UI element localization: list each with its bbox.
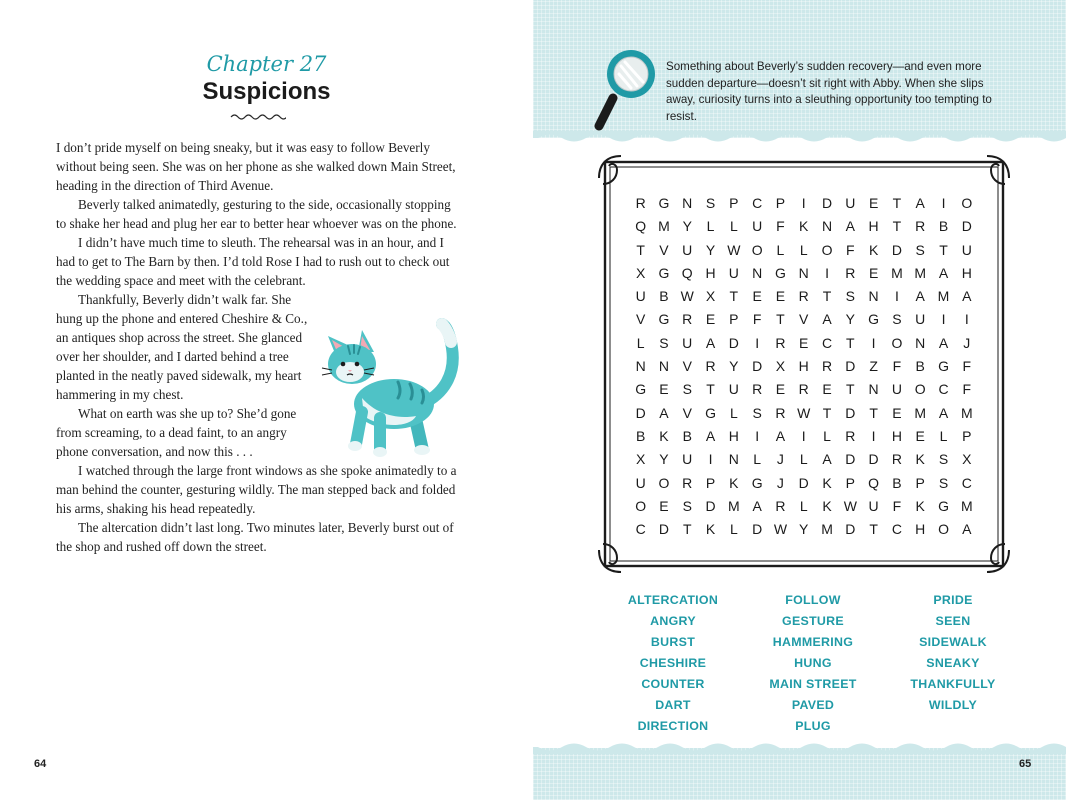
grid-letter[interactable]: N <box>915 334 926 351</box>
grid-letter[interactable]: I <box>894 288 899 305</box>
grid-letter[interactable]: A <box>938 334 949 351</box>
grid-letter[interactable]: W <box>843 497 857 514</box>
grid-letter[interactable]: B <box>892 474 902 491</box>
search-word: ALTERCATION <box>627 593 719 607</box>
grid-letter[interactable]: Y <box>682 218 692 235</box>
grid-letter[interactable]: A <box>822 451 832 468</box>
grid-letter[interactable]: K <box>659 427 669 444</box>
grid-letter[interactable]: X <box>635 451 646 468</box>
grid-letter[interactable]: L <box>753 451 762 468</box>
grid-letter[interactable]: B <box>635 427 646 444</box>
grid-letter[interactable]: J <box>963 334 971 351</box>
grid-letter[interactable]: G <box>658 264 670 281</box>
grid-letter[interactable]: D <box>752 521 763 538</box>
grid-letter[interactable]: L <box>729 218 738 235</box>
grid-letter[interactable]: D <box>845 404 856 421</box>
grid-letter[interactable]: D <box>728 334 739 351</box>
grid-letter[interactable]: A <box>705 427 716 444</box>
grid-letter[interactable]: R <box>798 381 809 398</box>
grid-letter[interactable]: E <box>752 288 762 305</box>
grid-letter[interactable]: N <box>658 358 669 375</box>
grid-letter[interactable]: T <box>682 521 692 538</box>
grid-letter[interactable]: R <box>775 334 786 351</box>
grid-letter[interactable]: A <box>938 404 949 421</box>
grid-letter[interactable]: D <box>752 358 763 375</box>
grid-letter[interactable]: P <box>775 195 786 211</box>
search-word: PRIDE <box>933 593 973 607</box>
grid-letter[interactable]: B <box>659 288 669 305</box>
grid-letter[interactable]: R <box>821 358 833 375</box>
grid-letter[interactable]: G <box>938 497 949 514</box>
grid-letter[interactable]: I <box>871 427 876 444</box>
search-word: DIRECTION <box>637 719 709 733</box>
grid-letter[interactable]: S <box>938 474 949 491</box>
grid-letter[interactable]: G <box>868 311 880 328</box>
grid-letter[interactable]: N <box>868 288 879 305</box>
grid-letter[interactable]: G <box>658 195 670 211</box>
grid-letter[interactable]: K <box>915 497 925 514</box>
footer-wave-edge <box>533 740 1066 754</box>
grid-letter[interactable]: U <box>728 264 739 281</box>
grid-letter[interactable]: L <box>729 521 738 538</box>
grid-letter[interactable]: D <box>821 195 833 211</box>
story-paragraph: Thankfully, Beverly didn’t walk far. She hung up the phone and entered Cheshire & Co., an antiques shop across the street. She glanced over her shoulder, and I darted behind a tree planted in the neatly paved sidewalk, my heart hammering in my chest. <box>56 292 308 402</box>
grid-letter[interactable]: R <box>915 218 926 235</box>
grid-letter[interactable]: R <box>682 474 693 491</box>
grid-letter[interactable]: L <box>799 241 808 258</box>
grid-letter[interactable]: Y <box>729 358 739 375</box>
grid-letter[interactable]: C <box>752 195 763 211</box>
grid-letter[interactable]: G <box>774 264 786 281</box>
grid-letter[interactable]: K <box>822 474 832 491</box>
page-number-right: 65 <box>1019 758 1032 770</box>
grid-letter[interactable]: P <box>729 195 739 211</box>
search-word: ANGRY <box>650 614 696 628</box>
grid-letter[interactable]: F <box>846 241 855 258</box>
magnifying-glass-icon <box>591 46 663 134</box>
grid-letter[interactable]: U <box>845 195 856 211</box>
grid-letter[interactable]: U <box>682 241 693 258</box>
grid-letter[interactable]: U <box>635 288 646 305</box>
grid-letter[interactable]: I <box>708 451 713 468</box>
grid-letter[interactable]: C <box>961 474 972 491</box>
grid-letter[interactable]: R <box>635 195 646 211</box>
grid-letter[interactable]: L <box>823 427 831 444</box>
grid-letter[interactable]: S <box>915 241 925 258</box>
grid-letter[interactable]: F <box>892 358 902 375</box>
grid-letter[interactable]: P <box>845 474 855 491</box>
grid-letter[interactable]: A <box>705 334 716 351</box>
grid-letter[interactable]: V <box>635 311 646 328</box>
grid-letter[interactable]: K <box>799 218 809 235</box>
letter-grid <box>629 192 978 541</box>
grid-letter[interactable]: H <box>961 264 972 281</box>
grid-letter[interactable]: I <box>964 311 969 328</box>
grid-letter[interactable]: G <box>658 311 670 328</box>
grid-letter[interactable]: S <box>682 381 692 398</box>
grid-letter[interactable]: O <box>891 334 903 351</box>
grid-letter[interactable]: V <box>799 311 809 328</box>
grid-letter[interactable]: B <box>682 427 692 444</box>
grid-letter[interactable]: E <box>868 195 879 211</box>
chapter-label: Chapter 27 <box>206 52 327 76</box>
grid-letter[interactable]: O <box>938 521 949 538</box>
grid-letter[interactable]: I <box>825 264 829 281</box>
grid-letter[interactable]: S <box>659 334 669 351</box>
grid-letter[interactable]: M <box>937 288 950 305</box>
grid-letter[interactable]: T <box>822 404 832 421</box>
grid-letter[interactable]: D <box>891 241 902 258</box>
word-column <box>883 590 1023 737</box>
grid-letter[interactable]: D <box>845 451 856 468</box>
grid-letter[interactable]: T <box>869 521 878 538</box>
grid-letter[interactable]: Z <box>869 358 878 375</box>
search-word: THANKFULLY <box>910 677 996 691</box>
grid-letter[interactable]: L <box>729 404 738 421</box>
grid-letter[interactable]: O <box>635 497 647 514</box>
grid-letter[interactable]: E <box>915 427 925 444</box>
grid-letter[interactable]: H <box>705 264 716 281</box>
story-paragraph: Beverly talked animatedly, gesturing to the side, occasionally stopping to shake her head and plug her ear to better hear whoever was on the phone. <box>56 197 457 231</box>
grid-letter[interactable]: S <box>845 288 855 305</box>
grid-letter[interactable]: G <box>705 404 716 421</box>
grid-letter[interactable]: T <box>706 381 715 398</box>
grid-letter[interactable]: O <box>821 241 833 258</box>
grid-letter[interactable]: N <box>752 264 763 281</box>
grid-letter[interactable]: T <box>846 334 855 351</box>
grid-letter[interactable]: S <box>682 497 692 514</box>
grid-letter[interactable]: N <box>635 358 646 375</box>
grid-letter[interactable]: O <box>961 195 973 211</box>
grid-letter[interactable]: L <box>776 241 785 258</box>
grid-letter[interactable]: K <box>915 451 925 468</box>
grid-letter[interactable]: E <box>775 381 786 398</box>
grid-letter[interactable]: W <box>797 404 811 421</box>
grid-letter[interactable]: W <box>773 521 788 538</box>
grid-letter[interactable]: E <box>868 264 879 281</box>
grid-letter[interactable]: V <box>659 241 669 258</box>
grid-letter[interactable]: O <box>914 381 926 398</box>
grid-letter[interactable]: P <box>915 474 925 491</box>
grid-letter[interactable]: R <box>682 311 693 328</box>
grid-letter[interactable]: A <box>915 288 925 305</box>
grid-letter[interactable]: I <box>941 311 946 328</box>
grid-letter[interactable]: N <box>798 264 809 281</box>
grid-letter[interactable]: K <box>822 497 832 514</box>
grid-letter[interactable]: T <box>892 195 902 211</box>
search-word: PLUG <box>795 719 831 733</box>
grid-letter[interactable]: T <box>869 404 878 421</box>
search-word: MAIN STREET <box>769 677 857 691</box>
grid-letter[interactable]: T <box>892 218 902 235</box>
word-column <box>603 590 743 737</box>
grid-letter[interactable]: Q <box>635 218 647 235</box>
grid-letter[interactable]: T <box>729 288 739 305</box>
grid-letter[interactable]: E <box>705 311 716 328</box>
grid-letter[interactable]: A <box>775 427 786 444</box>
grid-letter[interactable]: U <box>915 311 926 328</box>
grid-letter[interactable]: K <box>729 474 739 491</box>
story-paragraph: What on earth was she up to? She’d gone from screaming, to a dead faint, to an angry phone conversation, and now this . . . <box>56 406 297 459</box>
grid-letter[interactable]: U <box>682 451 693 468</box>
story-paragraph: The altercation didn’t last long. Two minutes later, Beverly burst out of the shop and rushed off down the street. <box>56 520 454 554</box>
grid-letter[interactable]: N <box>682 195 693 211</box>
grid-letter[interactable]: E <box>799 334 809 351</box>
grid-letter[interactable]: E <box>659 497 669 514</box>
grid-letter[interactable]: P <box>729 311 739 328</box>
grid-letter[interactable]: S <box>705 195 716 211</box>
grid-letter[interactable]: S <box>938 451 949 468</box>
grid-letter[interactable]: R <box>891 451 902 468</box>
grid-letter[interactable]: N <box>868 381 879 398</box>
grid-letter[interactable]: I <box>871 334 876 351</box>
grid-letter[interactable]: L <box>939 427 948 444</box>
grid-letter[interactable]: A <box>962 521 972 538</box>
cat-illustration <box>318 312 468 462</box>
grid-letter[interactable]: L <box>799 497 808 514</box>
word-column <box>743 590 883 737</box>
grid-letter[interactable]: R <box>775 404 786 421</box>
grid-letter[interactable]: M <box>914 264 927 281</box>
grid-letter[interactable]: I <box>801 427 806 444</box>
search-word: HAMMERING <box>772 635 854 649</box>
grid-letter[interactable]: P <box>962 427 972 444</box>
grid-letter[interactable]: E <box>659 381 669 398</box>
search-word: DART <box>655 698 691 712</box>
grid-letter[interactable]: M <box>658 218 670 235</box>
grid-letter[interactable]: U <box>635 474 646 491</box>
grid-letter[interactable]: Q <box>868 474 880 491</box>
search-word: HUNG <box>794 656 832 670</box>
grid-letter[interactable]: G <box>751 474 763 491</box>
grid-letter[interactable]: H <box>728 427 739 444</box>
grid-letter[interactable]: E <box>822 381 832 398</box>
grid-letter[interactable]: T <box>822 288 832 305</box>
grid-letter[interactable]: M <box>728 497 740 514</box>
grid-letter[interactable]: A <box>915 195 925 211</box>
grid-letter[interactable]: U <box>961 241 972 258</box>
grid-letter[interactable]: S <box>892 311 902 328</box>
grid-letter[interactable]: D <box>705 497 716 514</box>
grid-letter[interactable]: V <box>682 358 692 375</box>
grid-letter[interactable]: M <box>821 521 833 538</box>
page-number-left: 64 <box>34 758 47 770</box>
grid-letter[interactable]: I <box>941 195 946 211</box>
grid-letter[interactable]: I <box>755 334 760 351</box>
grid-letter[interactable]: M <box>914 404 927 421</box>
grid-letter[interactable]: D <box>845 358 856 375</box>
grid-letter[interactable]: D <box>961 218 972 235</box>
puzzle-intro-text: Something about Beverly’s sudden recovery—and even more sudden departure—doesn’t sit right with Abby. When she slips away, curiosity turns into a sleuthing opportunity too tempting to resist. <box>666 60 992 123</box>
grid-letter[interactable]: V <box>682 404 692 421</box>
grid-letter[interactable]: F <box>892 497 902 514</box>
grid-letter[interactable]: C <box>891 521 902 538</box>
grid-letter[interactable]: X <box>705 288 716 305</box>
grid-letter[interactable]: K <box>705 521 716 538</box>
grid-letter[interactable]: W <box>680 288 694 305</box>
grid-letter[interactable]: Y <box>705 241 716 258</box>
grid-letter[interactable]: O <box>751 241 763 258</box>
grid-letter[interactable]: F <box>752 311 762 328</box>
grid-letter[interactable]: R <box>752 381 763 398</box>
grid-letter[interactable]: A <box>822 311 832 328</box>
chapter-title: Suspicions <box>202 78 331 105</box>
footer-texture-band <box>533 748 1066 800</box>
grid-letter[interactable]: N <box>728 451 739 468</box>
grid-letter[interactable]: F <box>962 358 972 375</box>
word-list <box>603 590 1023 737</box>
grid-letter[interactable]: U <box>868 497 879 514</box>
grid-letter[interactable]: G <box>938 358 949 375</box>
grid-letter[interactable]: B <box>938 218 949 235</box>
grid-letter[interactable]: M <box>891 264 903 281</box>
grid-letter[interactable]: R <box>798 288 809 305</box>
grid-letter[interactable]: I <box>801 195 806 211</box>
grid-letter[interactable]: R <box>775 497 786 514</box>
search-word: BURST <box>650 635 696 649</box>
grid-letter[interactable]: N <box>821 218 833 235</box>
grid-letter[interactable]: T <box>636 241 645 258</box>
grid-letter[interactable]: Y <box>845 311 855 328</box>
story-paragraph: I watched through the large front windows as she spoke animatedly to a man behind the counter, gesturing wildly. The man stepped back and folded his arms, shaking his head repeatedly. <box>56 463 457 516</box>
grid-letter[interactable]: D <box>635 404 646 421</box>
grid-letter[interactable]: A <box>659 404 669 421</box>
grid-letter[interactable]: I <box>755 427 760 444</box>
title-squiggle-ornament <box>230 113 286 121</box>
search-word: SIDEWALK <box>919 635 987 649</box>
grid-letter[interactable]: Y <box>659 451 669 468</box>
grid-letter[interactable]: D <box>798 474 809 491</box>
grid-letter[interactable]: D <box>845 521 856 538</box>
grid-letter[interactable]: H <box>798 358 809 375</box>
grid-letter[interactable]: L <box>636 334 645 351</box>
grid-letter[interactable]: R <box>845 427 856 444</box>
search-word: SNEAKY <box>926 656 980 670</box>
grid-letter[interactable]: F <box>962 381 972 398</box>
grid-letter[interactable]: Q <box>681 264 693 281</box>
search-word: WILDLY <box>928 698 978 712</box>
search-word: COUNTER <box>641 677 705 691</box>
grid-letter[interactable]: M <box>960 497 973 514</box>
grid-letter[interactable]: U <box>728 381 739 398</box>
grid-letter[interactable]: U <box>752 218 763 235</box>
search-word: PAVED <box>791 698 835 712</box>
grid-letter[interactable]: G <box>635 381 647 398</box>
grid-letter[interactable]: B <box>915 358 925 375</box>
search-word: FOLLOW <box>785 593 841 607</box>
grid-letter[interactable]: C <box>635 521 646 538</box>
grid-letter[interactable]: Y <box>799 521 809 538</box>
grid-letter[interactable]: T <box>846 381 855 398</box>
grid-letter[interactable]: H <box>891 427 902 444</box>
search-word: GESTURE <box>782 614 844 628</box>
grid-letter[interactable]: X <box>962 451 972 468</box>
grid-letter[interactable]: C <box>821 334 833 351</box>
search-word: SEEN <box>935 614 971 628</box>
grid-letter[interactable]: H <box>868 218 879 235</box>
grid-letter[interactable]: A <box>938 264 949 281</box>
grid-letter[interactable]: O <box>658 474 670 491</box>
grid-letter[interactable]: L <box>706 218 715 235</box>
grid-letter[interactable]: P <box>705 474 716 491</box>
grid-letter[interactable]: J <box>776 474 784 491</box>
grid-letter[interactable]: X <box>775 358 786 375</box>
grid-letter[interactable]: R <box>705 358 716 375</box>
grid-letter[interactable]: L <box>799 451 808 468</box>
grid-letter[interactable]: R <box>845 264 856 281</box>
grid-letter[interactable]: U <box>891 381 902 398</box>
grid-letter[interactable]: U <box>682 334 693 351</box>
grid-letter[interactable]: S <box>752 404 762 421</box>
grid-letter[interactable]: A <box>962 288 972 305</box>
grid-letter[interactable]: F <box>776 218 785 235</box>
grid-letter[interactable]: E <box>892 404 902 421</box>
grid-letter[interactable]: K <box>868 241 879 258</box>
grid-letter[interactable]: C <box>938 381 949 398</box>
story-paragraph: I don’t pride myself on being sneaky, but it was easy to follow Beverly without being seen. She was on her phone as she walked down Main Street, heading in the direction of Third Avenue. <box>56 140 456 193</box>
grid-letter[interactable]: M <box>960 404 973 421</box>
grid-letter[interactable]: J <box>776 451 784 468</box>
grid-letter[interactable]: H <box>915 521 926 538</box>
grid-letter[interactable]: W <box>727 241 741 258</box>
grid-letter[interactable]: A <box>845 218 855 235</box>
search-word: CHESHIRE <box>639 656 707 670</box>
grid-letter[interactable]: A <box>752 497 762 514</box>
grid-letter[interactable]: X <box>635 264 646 281</box>
grid-letter[interactable]: T <box>776 311 785 328</box>
grid-letter[interactable]: E <box>775 288 786 305</box>
grid-letter[interactable]: D <box>868 451 879 468</box>
grid-letter[interactable]: D <box>658 521 669 538</box>
story-paragraph: I didn’t have much time to sleuth. The rehearsal was in an hour, and I had to get to The Barn by then. I’d told Rose I had to rush out to check out the wedding space and meet with the celebrant. <box>56 235 450 288</box>
grid-letter[interactable]: T <box>939 241 948 258</box>
right-page <box>533 0 1066 800</box>
